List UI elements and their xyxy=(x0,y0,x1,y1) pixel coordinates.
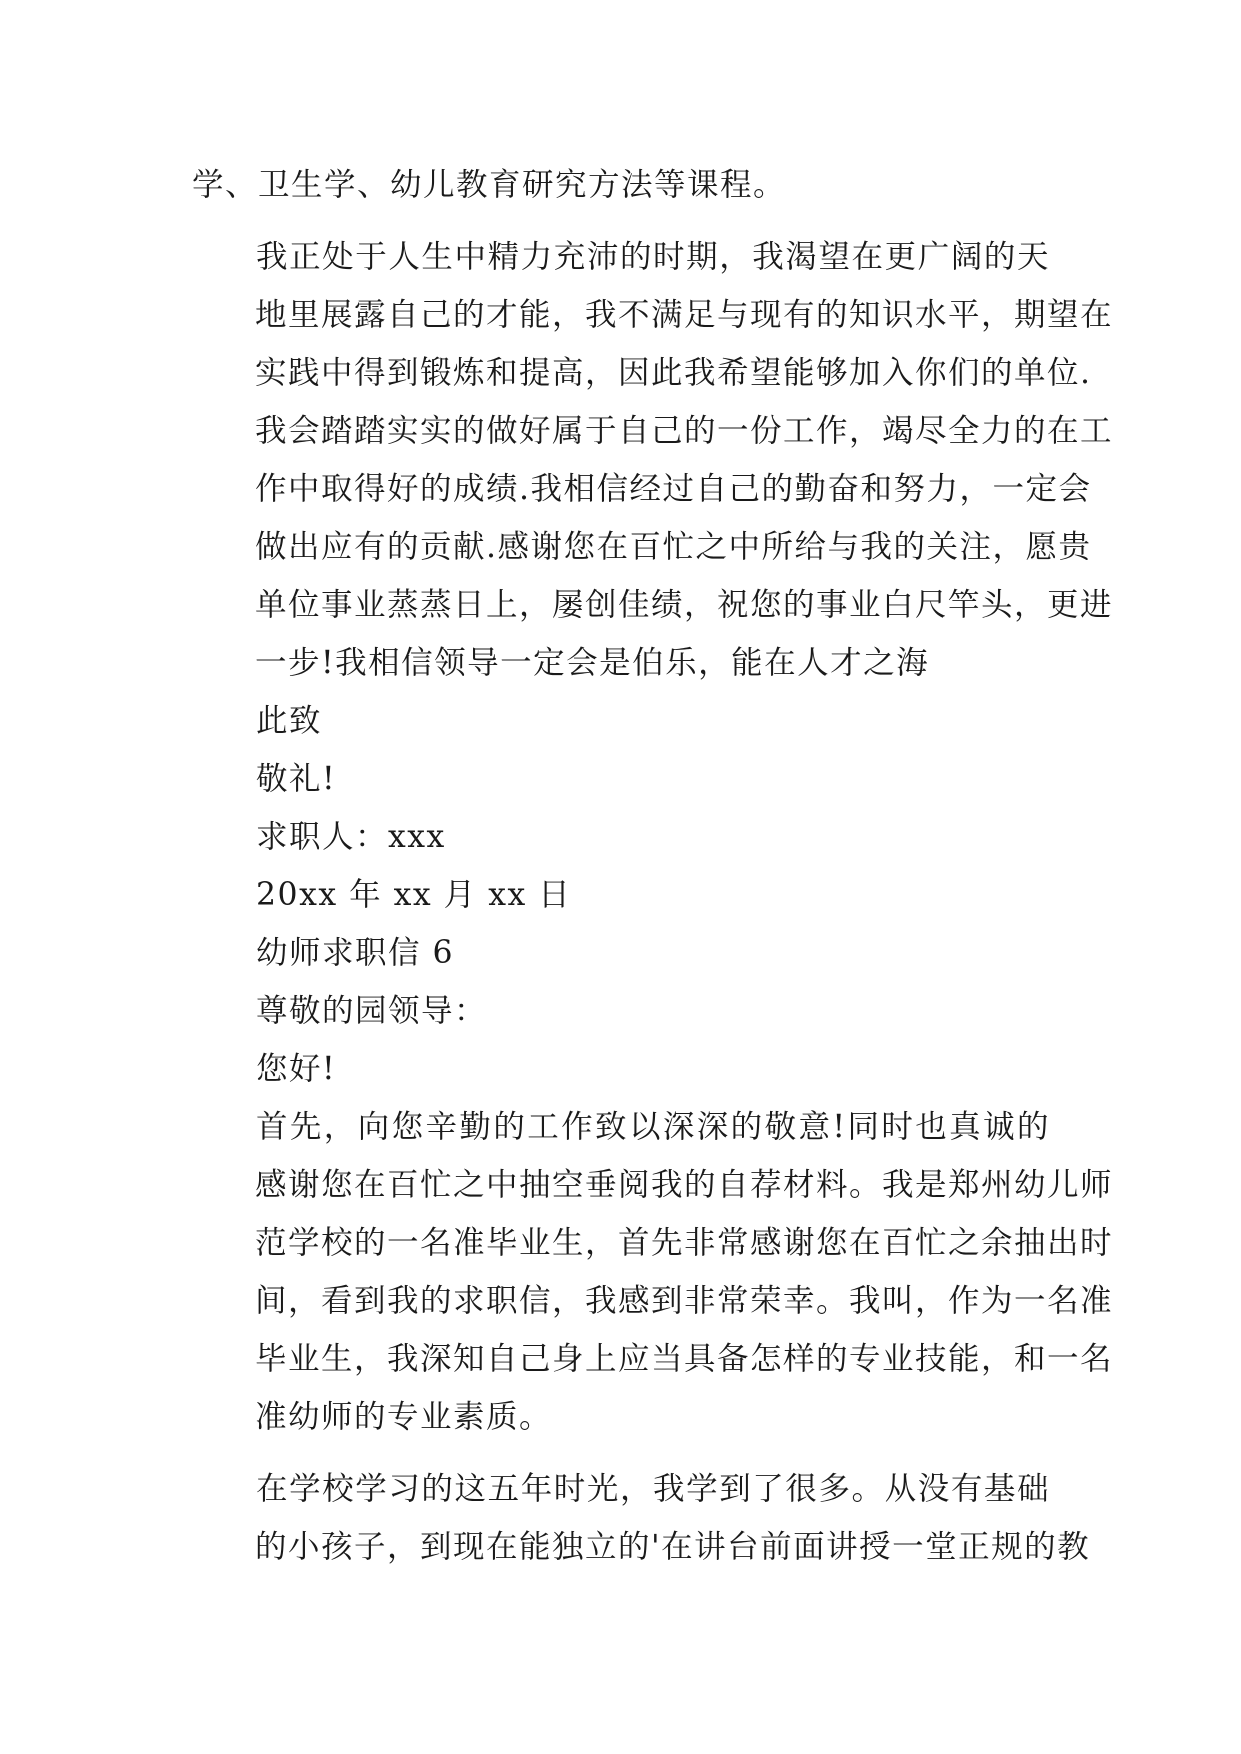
text-line: 实践中得到锻炼和提高，因此我希望能够加入你们的单位. xyxy=(255,355,1092,391)
text-line: 作中取得好的成绩.我相信经过自己的勤奋和努力，一定会 xyxy=(255,471,1092,507)
text-line: 我正处于人生中精力充沛的时期，我渴望在更广阔的天 xyxy=(256,239,1050,275)
text-line: 做出应有的贡献.感谢您在百忙之中所给与我的关注，愿贵 xyxy=(255,529,1092,565)
greeting-recipient: 尊敬的园领导： xyxy=(256,993,488,1029)
text-line: 间，看到我的求职信，我感到非常荣幸。我叫，作为一名准 xyxy=(255,1283,1114,1319)
text-line: 首先，向您辛勤的工作致以深深的敬意!同时也真诚的 xyxy=(256,1109,1050,1145)
text-line: 学、卫生学、幼儿教育研究方法等课程。 xyxy=(192,167,787,203)
section-heading: 幼师求职信 6 xyxy=(256,935,455,971)
text-line: 在学校学习的这五年时光，我学到了很多。从没有基础 xyxy=(256,1471,1050,1507)
paragraph-continuation xyxy=(192,156,1050,214)
text-line: 的小孩子，到现在能独立的'在讲台前面讲授一堂正规的教 xyxy=(255,1529,1091,1565)
text-line: 范学校的一名准毕业生，首先非常感谢您在百忙之余抽出时 xyxy=(255,1225,1114,1261)
text-line: 准幼师的专业素质。 xyxy=(255,1399,553,1435)
text-line: 地里展露自己的才能，我不满足与现有的知识水平，期望在 xyxy=(255,297,1114,333)
text-line: 我会踏踏实实的做好属于自己的一份工作，竭尽全力的在工 xyxy=(255,413,1114,449)
applicant-signature: 求职人：xxx xyxy=(256,819,446,855)
closing-salutation: 此致 xyxy=(256,703,323,739)
text-line: 毕业生，我深知自己身上应当具备怎样的专业技能，和一名 xyxy=(255,1341,1114,1377)
closing-regards: 敬礼! xyxy=(256,761,337,797)
paragraph-school-years xyxy=(192,1460,1091,1576)
text-line: 单位事业蒸蒸日上，屡创佳绩，祝您的事业白尺竿头，更进 xyxy=(255,587,1114,623)
text-line: 一步!我相信领导一定会是伯乐，能在人才之海 xyxy=(255,645,930,681)
paragraph-introduction xyxy=(192,1098,1114,1446)
greeting-hello: 您好! xyxy=(256,1051,337,1087)
letter-date: 20xx 年 xx 月 xx 日 xyxy=(256,877,572,913)
text-line: 感谢您在百忙之中抽空垂阅我的自荐材料。我是郑州幼儿师 xyxy=(255,1167,1114,1203)
letter-body xyxy=(192,156,1114,1576)
paragraph-aspiration xyxy=(192,228,1114,692)
